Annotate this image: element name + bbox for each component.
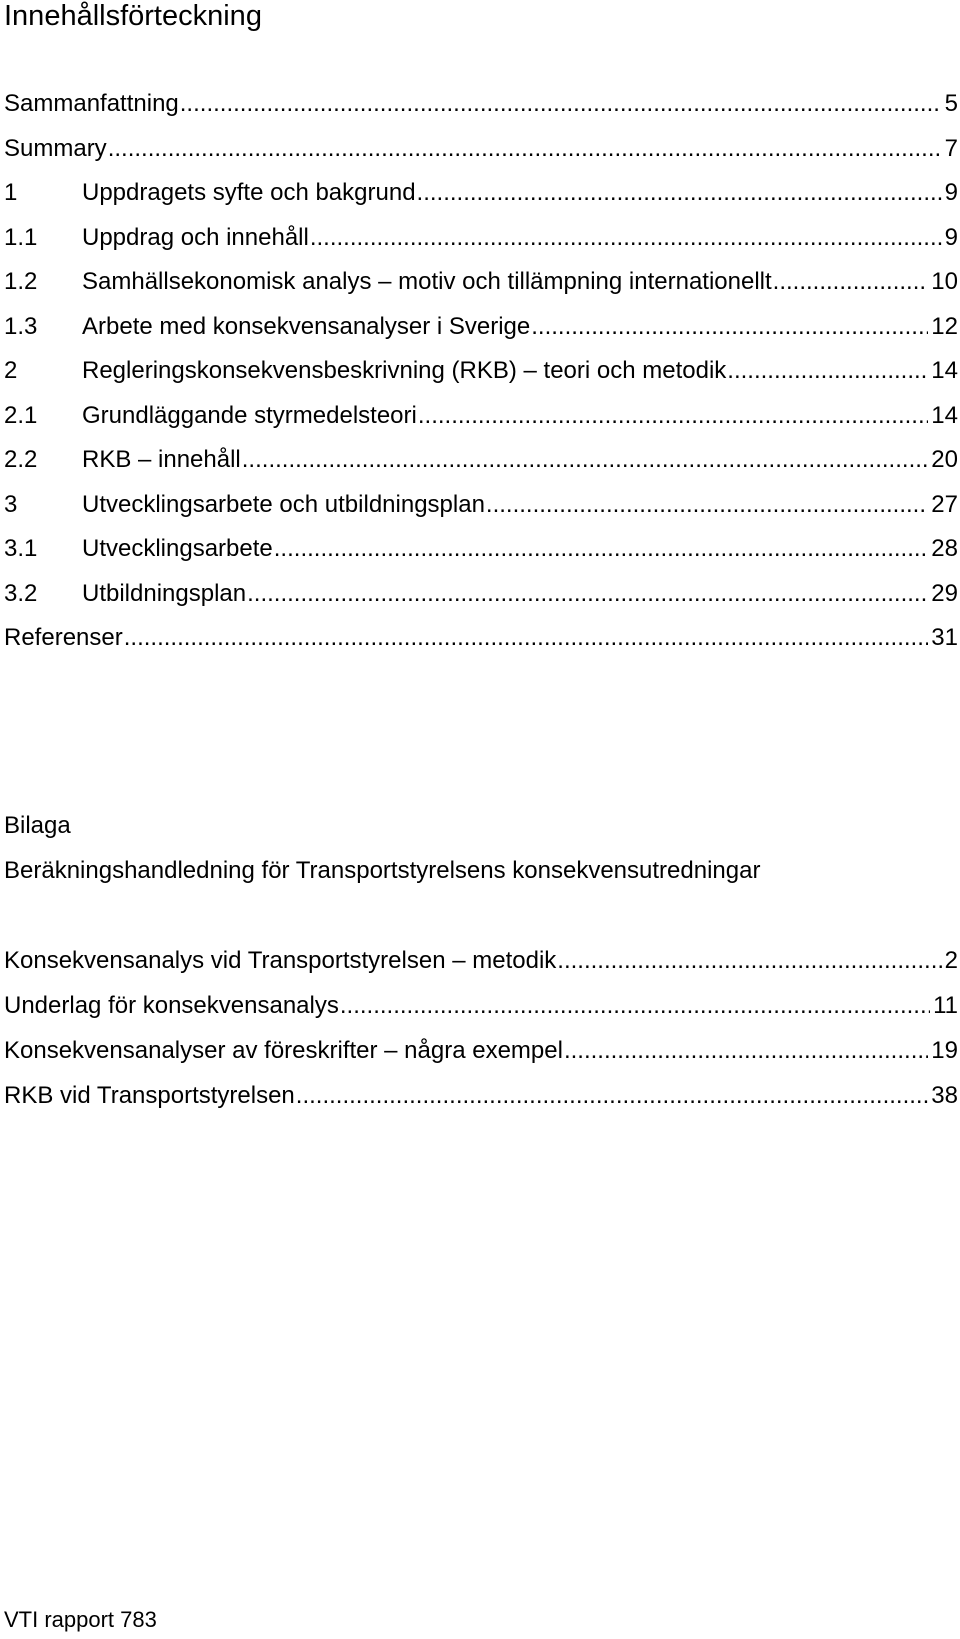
toc-entry-page: 5 <box>944 90 958 117</box>
toc-dot-leader <box>242 444 929 476</box>
toc-entry-title: Konsekvensanalys vid Transportstyrelsen – metodik <box>4 947 557 974</box>
toc-entry-3-2[interactable] <box>4 578 958 623</box>
toc-entry-sammanfattning[interactable] <box>4 88 958 133</box>
appendix-heading: Bilaga <box>4 812 71 839</box>
toc-entry-page: 31 <box>931 624 958 651</box>
toc-entry-title: RKB – innehåll <box>82 446 241 473</box>
toc-entry-page: 20 <box>931 446 958 473</box>
toc-entry-3-1[interactable] <box>4 533 958 578</box>
toc-entry-1-3[interactable] <box>4 311 958 356</box>
toc-dot-leader <box>418 400 928 432</box>
toc-entry-page: 9 <box>944 179 958 206</box>
table-of-contents <box>4 88 958 667</box>
toc-entry-1[interactable] <box>4 177 958 222</box>
appendix-toc-entry[interactable] <box>4 1035 958 1080</box>
toc-entry-page: 29 <box>931 579 958 607</box>
toc-entry-2-1[interactable] <box>4 400 958 445</box>
toc-entry-title: Referenser <box>4 624 123 651</box>
toc-entry-page: 10 <box>931 268 958 295</box>
toc-entry-number: 3.2 <box>4 579 38 607</box>
toc-entry-page: 11 <box>933 992 958 1019</box>
toc-entry-number: 1 <box>4 179 18 206</box>
toc-entry-page: 2 <box>944 947 958 974</box>
toc-entry-number: 3 <box>4 490 18 518</box>
toc-entry-title: Utvecklingsarbete <box>82 535 273 562</box>
toc-entry-title: Uppdragets syfte och bakgrund <box>82 179 416 206</box>
toc-dot-leader <box>296 1080 929 1112</box>
toc-entry-number: 2 <box>4 357 18 384</box>
toc-dot-leader <box>486 489 928 521</box>
toc-entry-title: Underlag för konsekvensanalys <box>4 992 339 1019</box>
toc-dot-leader <box>564 1035 928 1067</box>
toc-entry-title: Uppdrag och innehåll <box>82 223 309 251</box>
toc-dot-leader <box>124 622 929 654</box>
toc-entry-page: 14 <box>931 401 958 429</box>
toc-dot-leader <box>247 578 928 610</box>
toc-dot-leader <box>417 177 942 209</box>
toc-entry-title: Konsekvensanalyser av föreskrifter – några exempel <box>4 1037 563 1064</box>
toc-entry-number: 1.2 <box>4 268 38 295</box>
toc-entry-title: Regleringskonsekvensbeskrivning (RKB) – teori och metodik <box>82 357 727 384</box>
toc-entry-page: 38 <box>931 1082 958 1109</box>
toc-entry-title: Grundläggande styrmedelsteori <box>82 401 417 429</box>
toc-entry-page: 19 <box>931 1037 958 1064</box>
toc-dot-leader <box>340 990 930 1022</box>
toc-entry-number: 2.2 <box>4 446 38 473</box>
toc-entry-title: Summary <box>4 134 107 162</box>
toc-entry-summary[interactable] <box>4 133 958 178</box>
toc-entry-title: Samhällsekonomisk analys – motiv och tillämpning internationellt <box>82 268 772 295</box>
appendix-table-of-contents <box>4 945 958 1125</box>
page-footer: VTI rapport 783 <box>4 1607 157 1632</box>
toc-entry-referenser[interactable] <box>4 622 958 667</box>
toc-dot-leader <box>274 533 929 565</box>
toc-entry-2-2[interactable] <box>4 444 958 489</box>
toc-dot-leader <box>773 266 929 298</box>
toc-entry-title: Arbete med konsekvensanalyser i Sverige <box>82 312 531 340</box>
page-title: Innehållsförteckning <box>4 0 262 32</box>
toc-entry-title: RKB vid Transportstyrelsen <box>4 1082 295 1109</box>
toc-entry-number: 3.1 <box>4 535 38 562</box>
toc-dot-leader <box>180 88 942 120</box>
toc-entry-1-1[interactable] <box>4 222 958 267</box>
toc-dot-leader <box>531 311 928 343</box>
toc-entry-page: 9 <box>944 223 958 251</box>
appendix-toc-entry[interactable] <box>4 990 958 1035</box>
toc-entry-title: Utvecklingsarbete och utbildningsplan <box>82 490 485 518</box>
toc-entry-1-2[interactable] <box>4 266 958 311</box>
toc-entry-page: 14 <box>931 357 958 384</box>
toc-entry-3[interactable] <box>4 489 958 534</box>
toc-entry-number: 2.1 <box>4 401 38 429</box>
toc-entry-title: Utbildningsplan <box>82 579 247 607</box>
toc-dot-leader <box>310 222 942 254</box>
toc-dot-leader <box>727 355 928 387</box>
appendix-toc-entry[interactable] <box>4 1080 958 1125</box>
toc-entry-title: Sammanfattning <box>4 90 179 117</box>
toc-dot-leader <box>557 945 941 977</box>
toc-dot-leader <box>108 133 942 165</box>
toc-entry-page: 7 <box>944 134 958 162</box>
toc-entry-number: 1.1 <box>4 223 38 251</box>
appendix-subtitle: Beräkningshandledning för Transportstyrelsens konsekvensutredningar <box>4 857 761 884</box>
toc-entry-page: 27 <box>931 490 958 518</box>
toc-entry-2[interactable] <box>4 355 958 400</box>
appendix-toc-entry[interactable] <box>4 945 958 990</box>
toc-entry-page: 28 <box>931 535 958 562</box>
toc-entry-page: 12 <box>931 312 958 340</box>
toc-entry-number: 1.3 <box>4 312 38 340</box>
